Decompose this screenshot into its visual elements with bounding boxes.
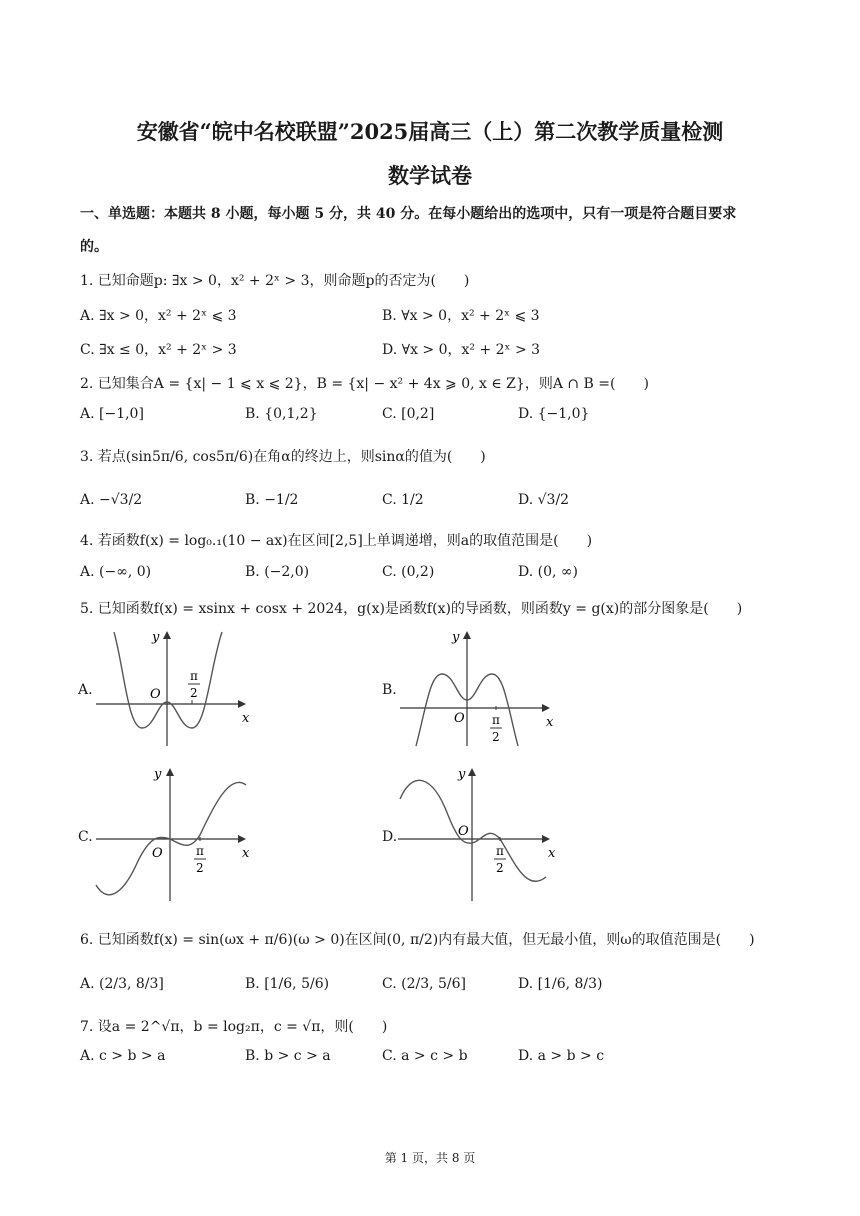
q5-option-b[interactable]: B. (382, 682, 397, 698)
page-subtitle: 数学试卷 (388, 163, 472, 188)
question-2: 2. 已知集合A = {x| − 1 ⩽ x ⩽ 2}，B = {x| − x² + 4x ⩾ 0, x ∈ Z}，则A ∩ B =( ) (80, 376, 649, 392)
q6-option-b[interactable]: B. [1/6, 5/6) (245, 976, 330, 992)
graph-d[interactable] (396, 765, 560, 905)
q5-option-c[interactable]: C. (78, 829, 93, 845)
page-title: 安徽省“皖中名校联盟”2025届高三（上）第二次教学质量检测 (136, 119, 724, 144)
q1-option-a[interactable]: A. ∃x > 0，x² + 2ˣ ⩽ 3 (80, 308, 237, 324)
q7-option-b[interactable]: B. b > c > a (245, 1048, 331, 1064)
q4-option-b[interactable]: B. (−2,0) (245, 564, 310, 580)
question-6: 6. 已知函数f(x) = sin(ωx + π/6)(ω > 0)在区间(0, π/2)内有最大值，但无最小值，则ω的取值范围是( ) (80, 932, 755, 948)
graph-d-x-label: x (548, 846, 556, 861)
q4-option-c[interactable]: C. (0,2) (382, 564, 435, 580)
q7-option-c[interactable]: C. a > c > b (382, 1048, 468, 1064)
question-1: 1. 已知命题p: ∃x > 0，x² + 2ˣ > 3，则命题p的否定为( ) (80, 273, 470, 289)
q2-option-c[interactable]: C. [0,2] (382, 406, 435, 422)
graph-b-pi-label: π (492, 713, 500, 727)
question-3: 3. 若点(sin5π/6, cos5π/6)在角α的终边上，则sinα的值为( ) (80, 449, 486, 465)
graph-c-two-label: 2 (196, 861, 204, 875)
graph-d-origin-label: O (458, 824, 469, 839)
q2-option-b[interactable]: B. {0,1,2} (245, 406, 318, 422)
section-heading-cont: 的。 (80, 239, 108, 255)
q4-option-d[interactable]: D. (0, ∞) (518, 564, 579, 580)
q7-option-a[interactable]: A. c > b > a (80, 1048, 166, 1064)
graph-a[interactable] (94, 628, 254, 750)
q2-option-a[interactable]: A. [−1,0] (80, 406, 144, 422)
graph-b-two-label: 2 (492, 730, 500, 744)
graph-c[interactable] (94, 765, 256, 905)
section-heading: 一、单选题：本题共 8 小题，每小题 5 分，共 40 分。在每小题给出的选项中，只有一项是符合题目要求 (80, 206, 737, 222)
q7-option-d[interactable]: D. a > b > c (518, 1048, 605, 1064)
graph-c-pi-label: π (196, 844, 204, 858)
graph-c-y-label: y (154, 767, 162, 782)
graph-a-origin-label: O (150, 687, 161, 702)
question-4: 4. 若函数f(x) = log₀.₁(10 − ax)在区间[2,5]上单调递增，则a的取值范围是( ) (80, 533, 593, 549)
q5-option-d[interactable]: D. (382, 829, 398, 845)
q1-option-c[interactable]: C. ∃x ≤ 0，x² + 2ˣ > 3 (80, 342, 237, 358)
q3-option-b[interactable]: B. −1/2 (245, 492, 299, 508)
q6-option-c[interactable]: C. (2/3, 5/6] (382, 976, 466, 992)
graph-c-x-label: x (242, 846, 250, 861)
graph-d-pi-label: π (496, 844, 504, 858)
q5-option-a[interactable]: A. (78, 682, 93, 698)
page-number: 第 1 页，共 8 页 (384, 1151, 476, 1165)
graph-a-x-label: x (242, 711, 250, 726)
q3-option-a[interactable]: A. −√3/2 (80, 492, 143, 508)
graph-b-x-label: x (546, 715, 554, 730)
graph-a-two-label: 2 (190, 686, 198, 700)
graph-d-two-label: 2 (496, 861, 504, 875)
graph-c-origin-label: O (152, 846, 163, 861)
graph-b-origin-label: O (454, 711, 465, 726)
q1-option-d[interactable]: D. ∀x > 0，x² + 2ˣ > 3 (382, 342, 541, 358)
q6-option-a[interactable]: A. (2/3, 8/3] (80, 976, 164, 992)
graph-b[interactable] (398, 628, 558, 750)
q6-option-d[interactable]: D. [1/6, 8/3) (518, 976, 603, 992)
graph-b-y-label: y (452, 630, 460, 645)
q3-option-c[interactable]: C. 1/2 (382, 492, 424, 508)
q4-option-a[interactable]: A. (−∞, 0) (80, 564, 152, 580)
q3-option-d[interactable]: D. √3/2 (518, 492, 570, 508)
graph-a-pi-label: π (190, 669, 198, 683)
graph-a-y-label: y (152, 630, 160, 645)
graph-d-y-label: y (458, 767, 466, 782)
q2-option-d[interactable]: D. {−1,0} (518, 406, 590, 422)
q1-option-b[interactable]: B. ∀x > 0，x² + 2ˣ ⩽ 3 (382, 308, 540, 324)
question-5: 5. 已知函数f(x) = xsinx + cosx + 2024，g(x)是函数f(x)的导函数，则函数y = g(x)的部分图象是( ) (80, 601, 743, 617)
question-7: 7. 设a = 2^√π，b = log₂π，c = √π，则( ) (80, 1019, 388, 1035)
